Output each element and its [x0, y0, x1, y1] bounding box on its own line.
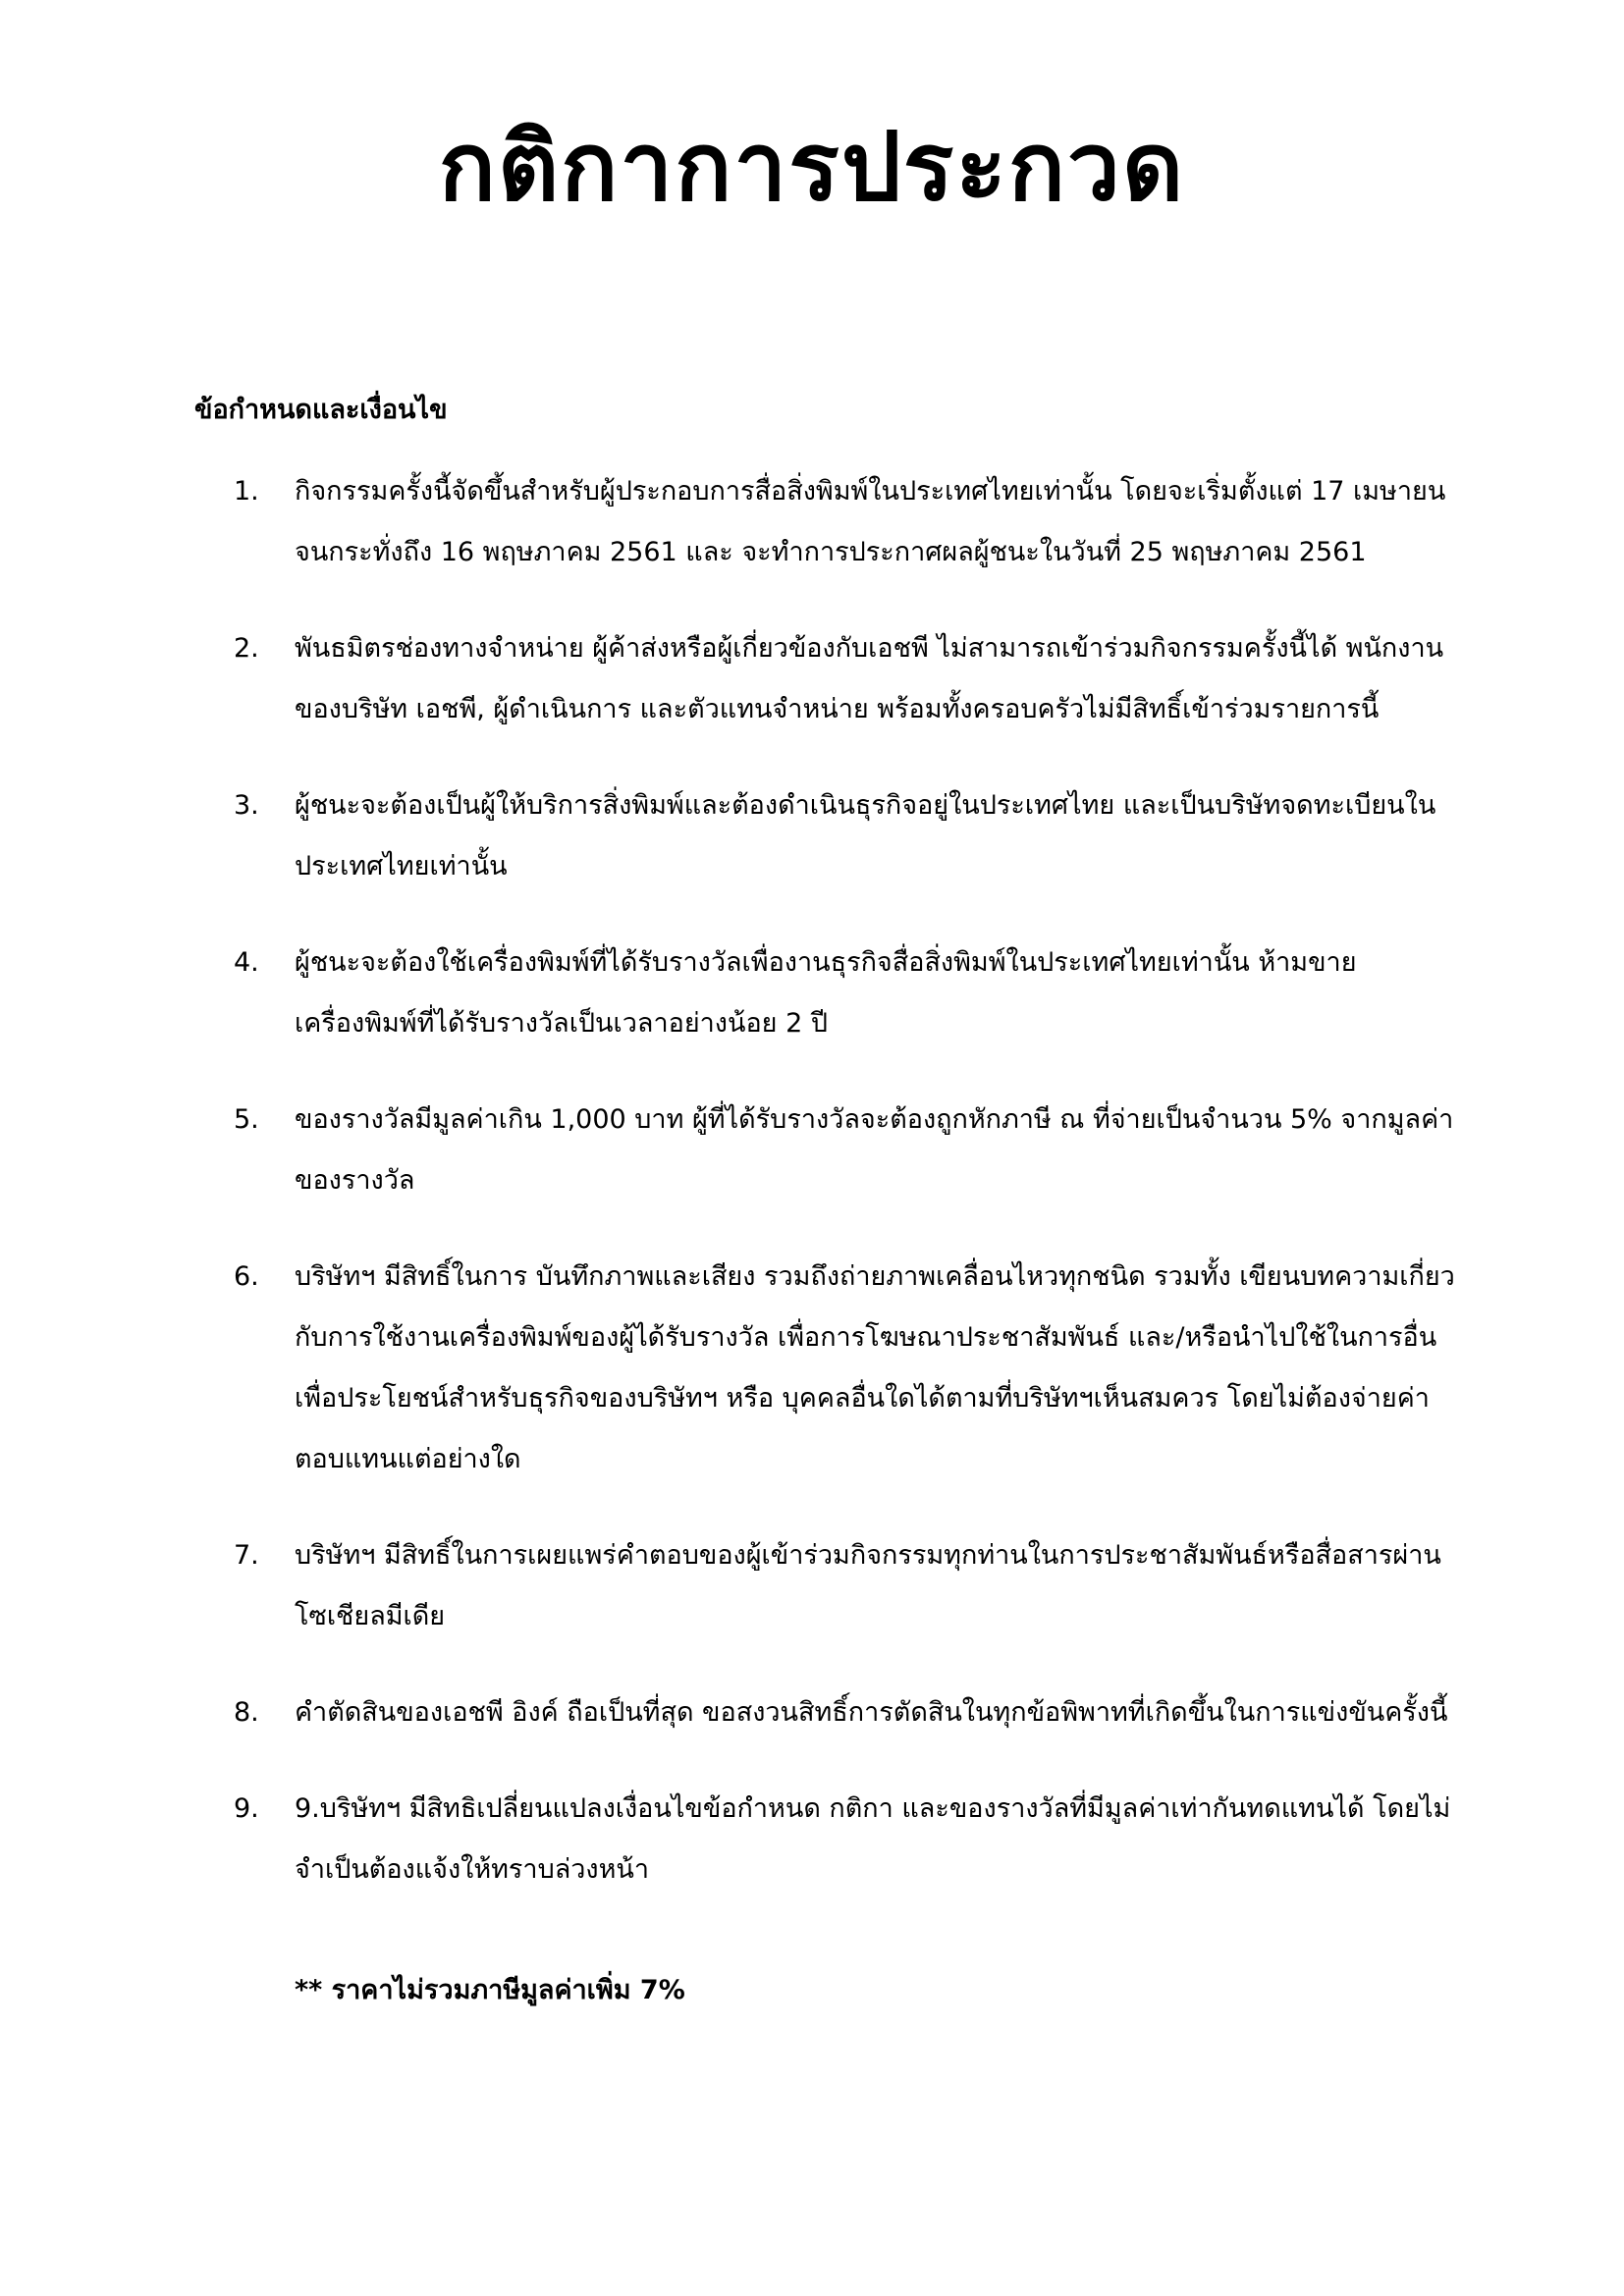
- list-item: [234, 775, 1461, 897]
- item-text: คำตัดสินของเอชพี อิงค์ ถือเป็นที่สุด ขอสงวนสิทธิ์การตัดสินในทุกข้อพิพาทที่เกิดขึ้นในการแข่งขันครั้งนี้: [295, 1697, 1448, 1728]
- list-item: [234, 1779, 1461, 1900]
- item-number: 4.: [234, 947, 259, 978]
- item-text: พันธมิตรช่องทางจำหน่าย ผู้ค้าส่งหรือผู้เกี่ยวข้องกับเอชพี ไม่สามารถเข้าร่วมกิจกรรมครั้งนี้ได้ พนักงานของบริษัท เอชพี, ผู้ดำเนินการ และตัวแทนจำหน่าย พร้อมทั้งครอบครัวไม่มีสิทธิ์เข้าร่วมรายการนี้: [295, 633, 1444, 724]
- item-number: 1.: [234, 476, 259, 507]
- list-item: [234, 1525, 1461, 1647]
- item-number: 7.: [234, 1540, 259, 1571]
- list-item: [234, 618, 1461, 740]
- item-number: 5.: [234, 1104, 259, 1135]
- item-number: 3.: [234, 790, 259, 821]
- item-number: 8.: [234, 1697, 259, 1728]
- terms-list: [234, 461, 1461, 1936]
- page-title: กติกาการประกวด: [438, 112, 1186, 222]
- list-item: [234, 1090, 1461, 1211]
- list-item: [234, 1247, 1461, 1490]
- item-number: 9.: [234, 1793, 259, 1824]
- item-text: 9.บริษัทฯ มีสิทธิเปลี่ยนแปลงเงื่อนไขข้อกำหนด กติกา และของรางวัลที่มีมูลค่าเท่ากันทดแทนได้ โดยไม่จำเป็นต้องแจ้งให้ทราบล่วงหน้า: [295, 1793, 1451, 1885]
- item-text: ของรางวัลมีมูลค่าเกิน 1,000 บาท ผู้ที่ได้รับรางวัลจะต้องถูกหักภาษี ณ ที่จ่ายเป็นจำนวน 5% จากมูลค่าของรางวัล: [295, 1104, 1454, 1196]
- item-text: บริษัทฯ มีสิทธิ์ในการเผยแพร่คำตอบของผู้เข้าร่วมกิจกรรมทุกท่านในการประชาสัมพันธ์หรือสื่อสารผ่านโซเชียลมีเดีย: [295, 1540, 1441, 1631]
- item-number: 2.: [234, 633, 259, 664]
- section-heading: ข้อกำหนดและเงื่อนไข: [194, 395, 448, 425]
- item-text: กิจกรรมครั้งนี้จัดขึ้นสำหรับผู้ประกอบการสื่อสิ่งพิมพ์ในประเทศไทยเท่านั้น โดยจะเริ่มตั้งแต่ 17 เมษายน จนกระทั่งถึง 16 พฤษภาคม 2561 และ จะทำการประกาศผลผู้ชนะในวันที่ 25 พฤษภาคม 2561: [295, 476, 1446, 567]
- item-text: ผู้ชนะจะต้องใช้เครื่องพิมพ์ที่ได้รับรางวัลเพื่องานธุรกิจสื่อสิ่งพิมพ์ในประเทศไทยเท่านั้น ห้ามขายเครื่องพิมพ์ที่ได้รับรางวัลเป็นเวลาอย่างน้อย 2 ปี: [295, 947, 1357, 1039]
- item-text: ผู้ชนะจะต้องเป็นผู้ให้บริการสิ่งพิมพ์และต้องดำเนินธุรกิจอยู่ในประเทศไทย และเป็นบริษัทจดทะเบียนในประเทศไทยเท่านั้น: [295, 790, 1436, 881]
- item-number: 6.: [234, 1261, 259, 1292]
- list-item: [234, 1682, 1461, 1743]
- item-text: บริษัทฯ มีสิทธิ์ในการ บันทึกภาพและเสียง รวมถึงถ่ายภาพเคลื่อนไหวทุกชนิด รวมทั้ง เขียนบทความเกี่ยวกับการใช้งานเครื่องพิมพ์ของผู้ได้รับรางวัล เพื่อการโฆษณาประชาสัมพันธ์ และ/หรือนำไปใช้ในการอื่น เพื่อประโยชน์สำหรับธุรกิจของบริษัทฯ หรือ บุคคลอื่นใดได้ตามที่บริษัทฯเห็นสมควร โดยไม่ต้องจ่ายค่าตอบแทนแต่อย่างใด: [295, 1261, 1455, 1474]
- list-item: [234, 933, 1461, 1054]
- vat-note: ** ราคาไม่รวมภาษีมูลค่าเพิ่ม 7%: [295, 1975, 685, 2005]
- list-item: [234, 461, 1461, 583]
